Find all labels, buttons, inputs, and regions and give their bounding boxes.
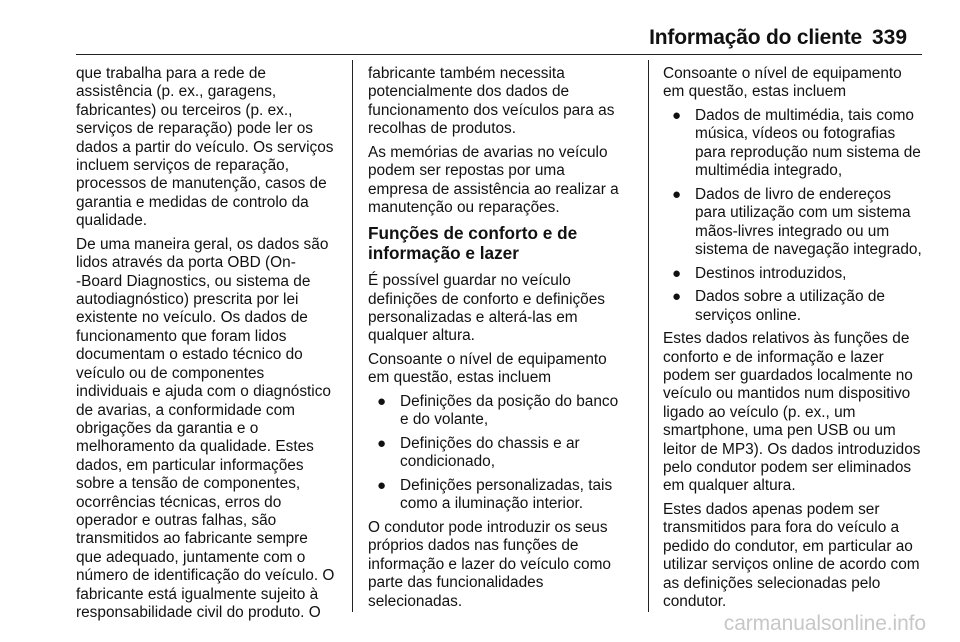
text-line: que adequado, juntamente com o — [76, 548, 306, 566]
text-line: condutor. — [663, 593, 727, 611]
text-line: que trabalha para a rede de — [76, 65, 266, 82]
text-line: em qualquer altura. — [663, 477, 796, 495]
text-line: sobre a tensão de componentes, — [76, 475, 301, 493]
text-line: veículo ou de componentes — [76, 364, 265, 382]
text-line: em questão, estas incluem — [368, 369, 552, 387]
body-paragraph — [663, 65, 953, 102]
body-paragraph — [76, 236, 348, 623]
text-line: fabricante também necessita — [368, 65, 565, 82]
text-line: serviços de reparação) pode ler os — [76, 120, 313, 138]
list-item — [368, 393, 646, 430]
text-line: Destinos introduzidos, — [695, 264, 847, 282]
body-paragraph — [368, 351, 646, 388]
list-item — [663, 186, 953, 260]
text-line: selecionadas. — [368, 592, 463, 610]
section-heading — [368, 223, 646, 265]
text-line: conforto e de informação e lazer — [663, 348, 884, 366]
text-line: obrigações da garantia e o — [76, 419, 259, 437]
body-paragraph — [663, 501, 953, 611]
text-line: responsabilidade civil do produto. O — [76, 603, 321, 621]
bullet-icon: ● — [377, 477, 387, 495]
body-paragraph — [368, 144, 646, 218]
text-line: fabricantes) ou terceiros (p. ex., — [76, 101, 293, 119]
text-line: e do volante, — [400, 411, 489, 429]
text-line: serviços online. — [695, 306, 802, 324]
text-line: sistema de navegação integrado, — [695, 241, 922, 259]
list-item — [368, 477, 646, 514]
page-number: 339 — [872, 26, 908, 49]
text-line: podem ser repostas por uma — [368, 162, 565, 180]
text-line: leitor de MP3). Os dados introduzidos — [663, 440, 921, 458]
list-item — [663, 107, 953, 181]
text-line: funcionamento dos veículos para as — [368, 101, 615, 119]
bullet-list — [368, 393, 646, 514]
list-item — [663, 265, 953, 283]
text-line: operador e outras falhas, são — [76, 511, 277, 529]
text-line: Estes dados apenas podem ser — [663, 501, 880, 519]
body-paragraph — [368, 519, 646, 611]
text-line: recolhas de produtos. — [368, 120, 517, 138]
text-line: próprios dados nas funções de — [368, 537, 579, 555]
text-line: De uma maneira geral, os dados são — [76, 235, 329, 253]
header-divider — [76, 54, 922, 55]
list-item — [368, 435, 646, 472]
text-column-3 — [663, 65, 953, 617]
text-line: mãos-livres integrado ou um — [695, 222, 890, 240]
text-line: utilizar serviços online de acordo com — [663, 556, 920, 574]
text-line: veículo ou mantidos num dispositivo — [663, 385, 911, 403]
text-line: As memórias de avarias no veículo — [368, 143, 608, 161]
text-line: multimédia integrado, — [695, 162, 843, 180]
text-line: informação e lazer — [368, 243, 519, 264]
text-line: transmitidos ao fabricante sempre — [76, 530, 308, 548]
text-line: dados, em particular informações — [76, 456, 304, 474]
text-line: assistência (p. ex., garagens, — [76, 83, 277, 101]
text-line: incluem serviços de reparação, — [76, 157, 290, 175]
text-line: É possível guardar no veículo — [368, 272, 571, 290]
text-line: ligado ao veículo (p. ex., um — [663, 403, 856, 421]
text-line: lidos através da porta OBD (On- — [76, 254, 296, 272]
text-line: Dados de livro de endereços — [695, 185, 891, 203]
text-line: potencialmente dos dados de — [368, 83, 570, 101]
text-line: Definições do chassis e ar — [400, 435, 580, 453]
text-line: pedido do condutor, em particular ao — [663, 537, 913, 555]
body-paragraph — [368, 65, 646, 139]
bullet-icon: ● — [672, 185, 682, 203]
bullet-icon: ● — [672, 264, 682, 282]
text-line: transmitidos para fora do veículo a — [663, 519, 900, 537]
text-line: empresa de assistência ao realizar a — [368, 180, 619, 198]
text-line: manutenção ou reparações. — [368, 199, 560, 217]
page-title: Informação do cliente — [649, 26, 862, 49]
body-paragraph — [368, 272, 646, 346]
text-line: definições de conforto e definições — [368, 290, 605, 308]
text-line: condicionado, — [400, 453, 495, 471]
text-line: informação e lazer do veículo como — [368, 555, 611, 573]
text-line: smartphone, uma pen USB ou um — [663, 422, 896, 440]
text-line: para reprodução num sistema de — [695, 143, 921, 161]
bullet-icon: ● — [672, 288, 682, 306]
text-line: funcionamento que foram lidos — [76, 327, 287, 345]
text-line: processos de manutenção, casos de — [76, 175, 327, 193]
text-line: individuais e ajuda com o diagnóstico — [76, 383, 331, 401]
text-line: podem ser guardados localmente no — [663, 367, 913, 385]
text-line: número de identificação do veículo. O — [76, 567, 335, 585]
text-line: personalizadas e alterá-las em — [368, 309, 578, 327]
text-line: -Board Diagnostics, ou sistema de — [76, 272, 311, 290]
text-line: como a iluminação interior. — [400, 495, 584, 513]
text-line: garantia e medidas de controlo da — [76, 193, 309, 211]
text-line: Estes dados relativos às funções de — [663, 330, 910, 348]
text-line: autodiagnóstico) prescrita por lei — [76, 291, 299, 309]
text-line: as definições selecionadas pelo — [663, 574, 881, 592]
body-paragraph — [76, 65, 348, 231]
text-line: melhoramento da qualidade. Estes — [76, 438, 314, 456]
text-line: parte das funcionalidades — [368, 574, 544, 592]
text-line: Funções de conforto e de — [368, 222, 578, 243]
site-watermark: carmanualsonline.info — [723, 612, 926, 635]
text-line: Consoante o nível de equipamento — [368, 351, 607, 369]
page-header — [0, 0, 960, 58]
bullet-list — [663, 107, 953, 325]
text-line: qualidade. — [76, 212, 148, 230]
bullet-icon: ● — [672, 107, 682, 124]
text-line: ocorrências técnicas, erros do — [76, 493, 282, 511]
text-line: fabricante está igualmente sujeito à — [76, 585, 319, 603]
text-line: em questão, estas incluem — [663, 83, 847, 101]
text-line: pelo condutor podem ser eliminados — [663, 459, 912, 477]
column-divider-2 — [648, 60, 649, 612]
text-line: de avarias, a conformidade com — [76, 401, 296, 419]
text-line: documentam o estado técnico do — [76, 346, 303, 364]
text-line: Definições da posição do banco — [400, 393, 619, 411]
bullet-icon: ● — [377, 435, 387, 453]
body-paragraph — [663, 330, 953, 496]
text-column-1 — [76, 65, 348, 628]
text-line: para utilização com um sistema — [695, 204, 911, 222]
text-line: existente no veículo. Os dados de — [76, 309, 308, 327]
text-line: Consoante o nível de equipamento — [663, 65, 902, 82]
list-item — [663, 288, 953, 325]
text-column-2 — [368, 65, 646, 616]
text-line: O condutor pode introduzir os seus — [368, 519, 608, 537]
text-line: qualquer altura. — [368, 327, 475, 345]
text-line: Dados sobre a utilização de — [695, 288, 885, 306]
bullet-icon: ● — [377, 393, 387, 411]
text-line: Dados de multimédia, tais como — [695, 107, 914, 124]
text-line: dados a partir do veículo. Os serviços — [76, 138, 334, 156]
text-line: música, vídeos ou fotografias — [695, 125, 896, 143]
column-divider-1 — [352, 60, 353, 612]
text-line: Definições personalizadas, tais — [400, 477, 613, 495]
